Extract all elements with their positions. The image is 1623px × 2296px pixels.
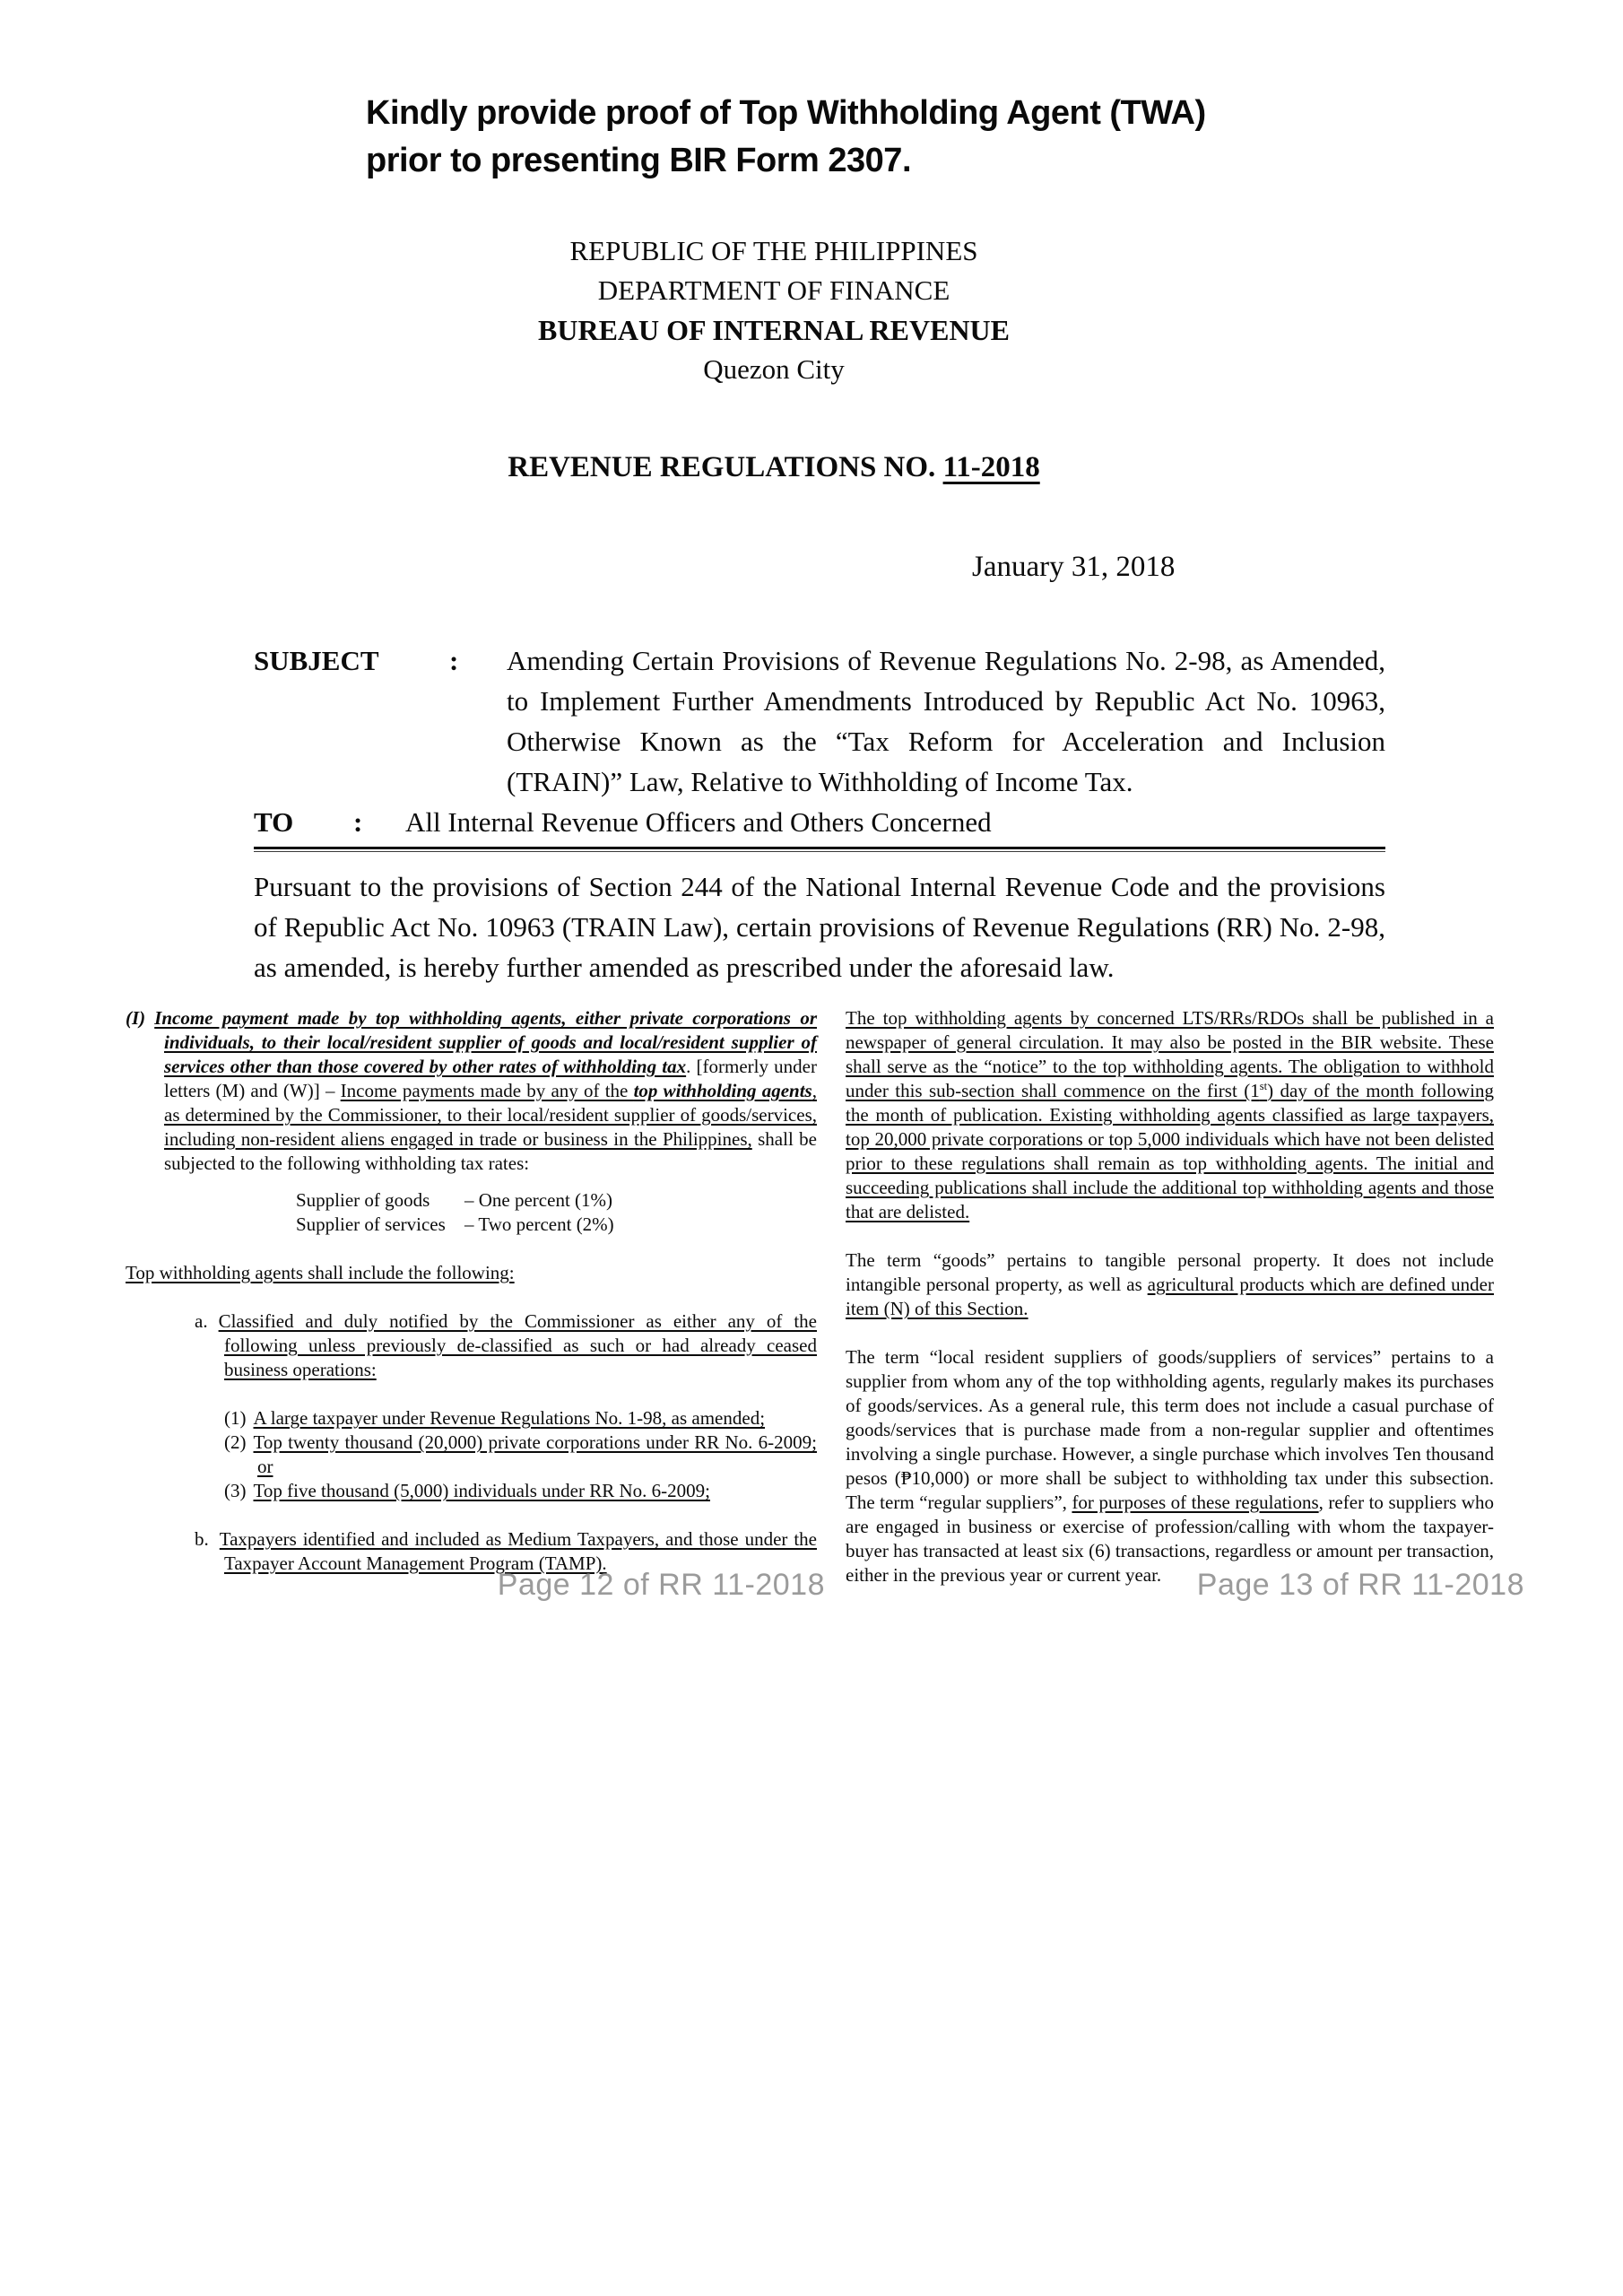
sub-item-3-marker: (3) — [224, 1480, 247, 1501]
banner-line-2: prior to presenting BIR Form 2307. — [366, 142, 911, 179]
regulation-title-prefix: REVENUE REGULATIONS NO. — [508, 451, 943, 483]
sub-item-2-marker: (2) — [224, 1431, 247, 1453]
to-row — [254, 802, 1385, 842]
subject-row — [254, 640, 1385, 802]
item-a-marker: a. — [195, 1310, 208, 1332]
publication-text-a: The top withholding agents by concerned LTS/RRs/RDOs shall be published in a newspaper of general circulation. It may also be posted in the BIR website. These shall serve as the “notice” to the top withholding agents. The obligation to withhold under this sub-section shall commence on the first (1 — [846, 1007, 1494, 1101]
goods-definition-underlined: agricultural products which are defined under item (N) of this Section. — [846, 1274, 1494, 1319]
rate-services — [296, 1213, 817, 1237]
section-i-text-underlined: Income payments made by any of the — [340, 1080, 634, 1101]
suppliers-definition-underlined: for purposes of these regulations — [1072, 1492, 1319, 1513]
section-i-text-plain: . [formerly under letters (M) and (W)] – — [164, 1056, 817, 1101]
letterhead-city: Quezon City — [703, 353, 845, 385]
to-label: TO — [254, 806, 294, 838]
letterhead-republic: REPUBLIC OF THE PHILIPPINES — [569, 235, 978, 266]
date-line: January 31, 2018 — [972, 551, 1176, 583]
sub-item-1-text: A large taxpayer under Revenue Regulations No. 1-98, as amended; — [253, 1407, 766, 1429]
sub-item-1-marker: (1) — [224, 1407, 247, 1429]
suppliers-definition-paragraph — [846, 1345, 1494, 1587]
sub-item-1 — [224, 1406, 817, 1431]
goods-definition-paragraph — [846, 1248, 1494, 1321]
publication-text-b: ) day of the month following the month of publication. Existing withholding agents classified as large taxpayers, top 20,000 private corporations or top 5,000 individuals which have not been delisted prior to these regulations shall remain as top withholding agents. The initial and succeeding publications shall include the additional top withholding agents and those that are delisted. — [846, 1080, 1494, 1222]
suppliers-definition-plain-a: The term “local resident suppliers of goods/suppliers of services” pertains to a supplier from whom any of the top withholding agents, regularly makes its purchases of goods/services. As a general rule, this term does not include a casual purchase of goods/services that is purchase made from a non-regular supplier and oftentimes involving a single purchase. However, a single purchase which involves Ten thousand pesos (₱10,000) or more shall be subject to withholding tax under this subsection. The term “regular suppliers”, — [846, 1346, 1494, 1513]
page-12-footer: Page 12 of RR 11-2018 — [497, 1568, 825, 1602]
section-i-twa-term: top withholding agents — [633, 1080, 812, 1101]
item-a — [195, 1309, 817, 1382]
page-13-footer: Page 13 of RR 11-2018 — [1196, 1568, 1524, 1602]
goods-definition-plain: The term “goods” pertains to tangible personal property. It does not include intangible personal property, as well as — [846, 1249, 1494, 1295]
banner-line-1: Kindly provide proof of Top Withholding Agent (TWA) — [366, 94, 1206, 132]
sub-item-2-text: Top twenty thousand (20,000) private corporations under RR No. 6-2009; or — [253, 1431, 817, 1477]
publication-paragraph — [846, 1006, 1494, 1224]
twa-notice-banner — [366, 90, 1206, 185]
item-b-text: Taxpayers identified and included as Medium Taxpayers, and those under the Taxpayer Account Management Program (TAMP). — [219, 1528, 817, 1574]
to-colon: : — [353, 806, 363, 838]
sub-item-3 — [224, 1479, 817, 1503]
sub-item-2 — [224, 1431, 817, 1479]
rate-goods-label: Supplier of goods — [296, 1189, 430, 1211]
letterhead-department: DEPARTMENT OF FINANCE — [597, 274, 950, 306]
to-divider-rule — [254, 847, 1385, 852]
rate-services-label: Supplier of services — [296, 1213, 446, 1235]
subject-label: SUBJECT — [254, 645, 379, 676]
suppliers-definition-plain-b: , refer to suppliers who are engaged in business or exercise of profession/calling with whom the taxpayer-buyer has transacted at least six (6) transactions, regardless or amount per transaction, either in the previous year or current year. — [846, 1492, 1494, 1586]
to-body: All Internal Revenue Officers and Others Concerned — [405, 806, 992, 838]
letterhead — [254, 231, 1294, 389]
section-i-text-underlined-2: , as determined by the Commissioner, to their local/resident supplier of goods/services, including non-resident aliens engaged in trade or business in the Philippines, — [164, 1080, 817, 1150]
rate-services-value: – Two percent (2%) — [464, 1213, 614, 1235]
item-a-sublist — [126, 1406, 817, 1503]
letterhead-bureau: BUREAU OF INTERNAL REVENUE — [538, 314, 1010, 346]
item-a-text: Classified and duly notified by the Commissioner as either any of the following unless previously de-classified as such or had already ceased business operations: — [218, 1310, 817, 1380]
subject-body: Amending Certain Provisions of Revenue Regulations No. 2-98, as Amended, to Implement Further Amendments Introduced by Republic Act No. 10963, Otherwise Known as the “Tax Reform for Acceleration and Inclusion (TRAIN)” Law, Relative to Withholding of Income Tax. — [507, 645, 1385, 797]
intro-paragraph: Pursuant to the provisions of Section 244 of the National Internal Revenue Code and the provisions of Republic Act No. 10963 (TRAIN Law), certain provisions of Revenue Regulations (RR) No. 2-98, as amended, is hereby further amended as prescribed under the aforesaid law. — [254, 871, 1385, 983]
rate-goods-value: – One percent (1%) — [464, 1189, 613, 1211]
subject-colon: : — [449, 645, 459, 676]
left-column-page-12 — [126, 1006, 817, 1576]
section-i-marker: (I) — [126, 1007, 146, 1029]
section-i-paragraph — [126, 1006, 817, 1176]
item-b-marker: b. — [195, 1528, 209, 1550]
regulation-title — [254, 451, 1294, 484]
sub-item-3-text: Top five thousand (5,000) individuals under RR No. 6-2009; — [253, 1480, 710, 1501]
section-i-heading: Income payment made by top withholding agents, either private corporations or individuals, to their local/resident supplier of goods and local/resident supplier of services other than those covered by other rates of withholding tax — [154, 1007, 817, 1077]
right-column-page-13 — [846, 1006, 1494, 1587]
include-heading: Top withholding agents shall include the following: — [126, 1262, 515, 1283]
regulation-number: 11-2018 — [942, 451, 1040, 483]
rate-goods — [296, 1188, 817, 1213]
section-i-text-tail: shall be subjected to the following withholding tax rates: — [164, 1128, 817, 1174]
withholding-rates — [296, 1188, 817, 1237]
ordinal-superscript: st — [1259, 1080, 1268, 1092]
